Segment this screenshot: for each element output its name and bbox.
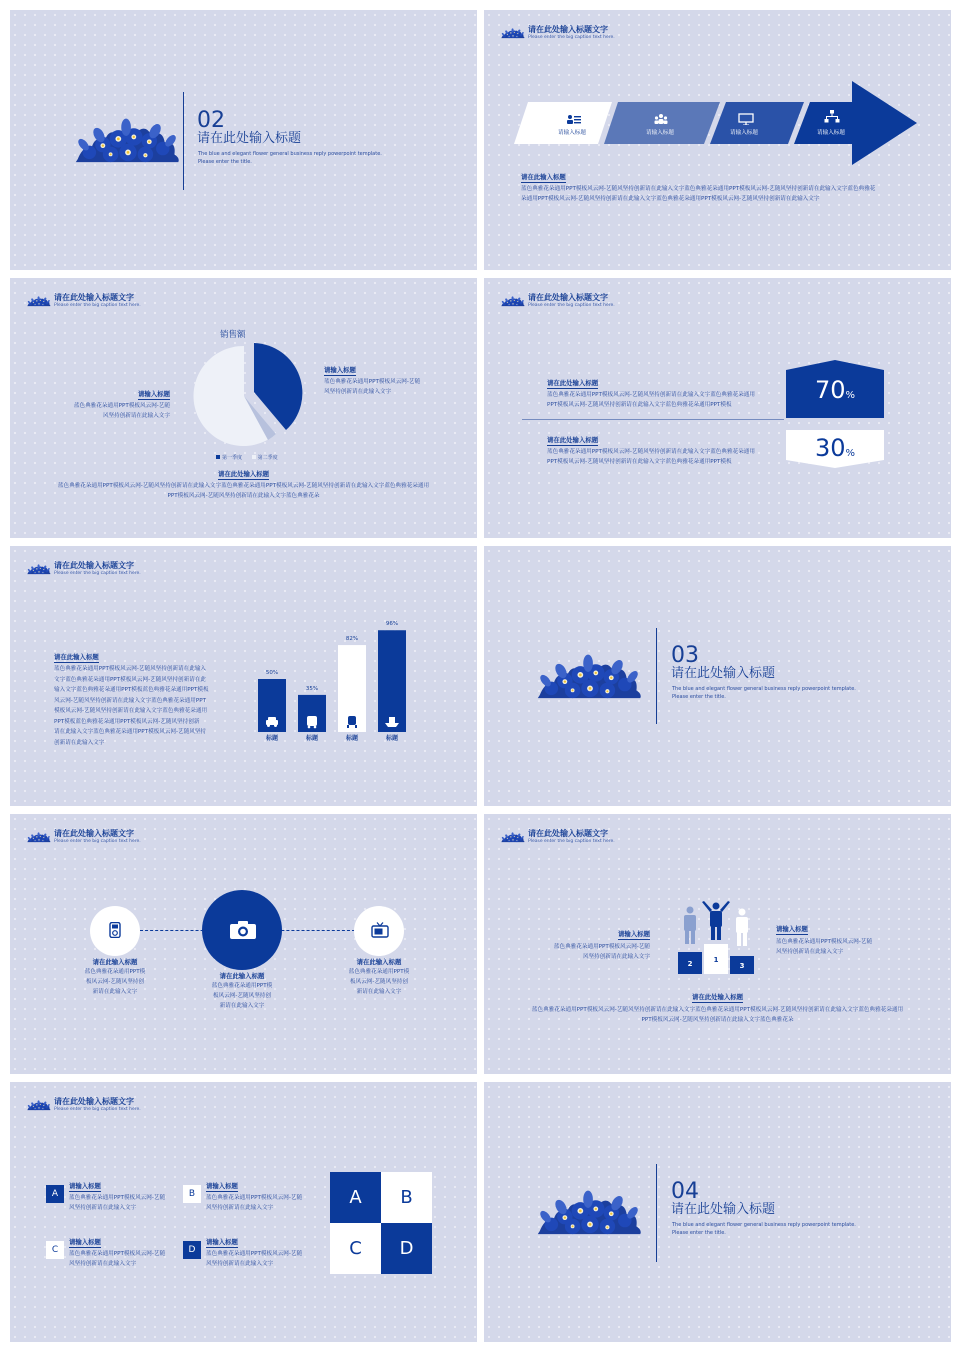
grid-cell-b: B [381,1172,432,1223]
section-subtitle-2: Please enter the title. [672,694,726,700]
item-1-body-2: PPT模板风云网-艺随风坚持创新请在此输入文字蓝色典雅花朵通用PPT模板 [547,402,732,408]
body-line-4: 风云网-艺随风坚持创新请在此输入文字蓝色典雅花朵通用PPT [54,697,207,704]
grid-cell-c: C [330,1223,381,1274]
bar-category-label-4: 标题 [385,735,399,742]
pie-title: 销售额 [220,330,246,340]
item-c-body-2: 风坚持创新请在此输入文字 [69,1261,137,1267]
item-a-body-2: 风坚持创新请在此输入文字 [69,1205,137,1211]
slide-section-04[interactable] [484,1082,951,1342]
percent-30: 30% [814,434,856,462]
step-4-label[interactable]: 请输入标题 [817,130,845,136]
header-subtitle: Please enter the big caption text here. [528,839,615,844]
bottom-body-2: PPT模板风云网-艺随风坚持创新请在此输入文字蓝色典雅花朵 [167,493,320,499]
item-left-line-2: 板风云网-艺随风坚持创 [86,979,144,985]
camera-icon [230,921,256,939]
left-body-2: 风坚持创新请在此输入文字 [102,413,170,419]
item-c-body-1: 蓝色典雅花朵通用PPT模板风云网-艺随 [69,1251,166,1257]
tv-icon [371,922,389,938]
bar-chart-svg [254,612,414,742]
body-line-6: PPT模板蓝色典雅花朵通用PPT模板风云网-艺随风坚持创新 [54,718,200,725]
section-subtitle: The blue and elegant flower general business reply powerpoint template. [672,686,856,692]
bar-category-label-3: 标题 [345,735,359,742]
section-number: 04 [671,1179,699,1204]
section-subtitle-2: Please enter the title. [198,159,252,165]
flower-cluster-icon [532,642,648,700]
item-right-line-3: 新请在此输入文字 [356,989,402,995]
bottom-body-2: PPT模板风云网-艺随风坚持创新请在此输入文字蓝色典雅花朵 [641,1017,794,1023]
bar-2 [298,695,326,732]
legend-label-2: 第二季度 [257,455,278,461]
divider-line-1 [522,419,784,420]
bar-value-label-1: 50% [265,670,279,676]
item-b-heading: 请输入标题 [206,1182,238,1190]
bar-chart [254,612,414,742]
percent-70: 70% [814,376,856,404]
item-2-body-1: 蓝色典雅花朵通用PPT模板风云网-艺随风坚持创新请在此输入文字蓝色典雅花朵通用 [547,449,755,455]
letter-a-badge: A [46,1185,64,1203]
slide-abcd[interactable] [10,1082,477,1342]
legend-swatch-2 [252,455,256,459]
item-left-line-1: 蓝色典雅花朵通用PPT模 [84,969,146,975]
presentation-icon [738,110,754,122]
header-subtitle: Please enter the big caption text here. [54,571,141,576]
section-subtitle-2: Please enter the title. [672,1230,726,1236]
section-subtitle: The blue and elegant flower general business reply powerpoint template. [198,151,382,157]
divider [656,628,657,724]
body-paragraph [54,664,209,748]
bar-category-label-2: 标题 [305,735,319,742]
header-subtitle: Please enter the big caption text here. [54,303,141,308]
left-body-1: 蓝色典雅花朵通用PPT模板风云网-艺随 [73,403,170,409]
item-d-body-1: 蓝色典雅花朵通用PPT模板风云网-艺随 [206,1251,303,1257]
body-heading: 请在此输入标题 [54,653,99,661]
bottom-heading: 请在此处输入标题 [217,470,270,478]
body-text-1: 蓝色典雅花朵通用PPT模板风云网-艺随风坚持创新请在此输入文字蓝色典雅花朵通用PPT模板风云网-艺随风坚持创新请在此输入文字蓝色典雅花 [521,186,876,192]
network-icon [824,109,840,123]
item-b-body-2: 风坚持创新请在此输入文字 [206,1205,274,1211]
podium-2-label: 2 [687,960,693,968]
header-title: 请在此处输入标题文字 [54,1097,134,1106]
header-subtitle: Please enter the big caption text here. [528,303,615,308]
item-center-heading: 请在此输入标题 [219,972,265,980]
item-2-body-2: PPT模板风云网-艺随风坚持创新请在此输入文字蓝色典雅花朵通用PPT模板 [547,459,732,465]
left-body-1: 蓝色典雅花朵通用PPT模板风云网-艺随 [553,944,650,950]
flower-cluster-icon [532,1178,648,1236]
right-body-2: 风坚持创新请在此输入文字 [776,949,844,955]
right-heading: 请输入标题 [776,925,808,933]
item-c-heading: 请输入标题 [69,1238,101,1246]
item-d-body-2: 风坚持创新请在此输入文字 [206,1261,274,1267]
bottom-body-1: 蓝色典雅花朵通用PPT模板风云网-艺随风坚持创新请在此输入文字蓝色典雅花朵通用PPT模板风云网-艺随风坚持创新请在此输入文字蓝色典雅花朵通用 [531,1007,904,1013]
item-a-heading: 请输入标题 [69,1182,101,1190]
item-center-line-2: 板风云网-艺随风坚持创 [213,993,271,999]
header-title: 请在此处输入标题文字 [528,25,608,34]
header-title: 请在此处输入标题文字 [54,293,134,302]
right-body-2: 风坚持创新请在此输入文字 [324,389,392,395]
slide-process-arrow[interactable] [484,10,951,270]
section-number: 02 [197,108,225,133]
slide-percentages[interactable] [484,278,951,538]
section-title: 请在此处输入标题 [671,666,776,681]
person-list-icon [566,111,582,123]
item-left-line-3: 新请在此输入文字 [92,989,138,995]
item-left [65,957,165,997]
body-line-3: 输入文字蓝色典雅花朵通用PPT模板蓝色典雅花朵通用PPT模板 [54,687,209,693]
body-line-8: 创新请在此输入文字 [54,739,105,746]
pie-chart [186,340,310,452]
slide-three-circles[interactable] [10,814,477,1074]
header-title: 请在此处输入标题文字 [528,829,608,838]
flower-cluster-icon [70,106,186,164]
item-center [192,971,292,1011]
podium-1-label: 1 [713,956,719,964]
left-heading: 请输入标题 [618,930,650,938]
item-center-line-1: 蓝色典雅花朵通用PPT模 [211,983,273,989]
body-line-7: 请在此输入文字蓝色典雅花朵通用PPT模板风云网-艺随风坚持 [54,729,207,735]
team-icon [653,110,669,122]
bottom-body-1: 蓝色典雅花朵通用PPT模板风云网-艺随风坚持创新请在此输入文字蓝色典雅花朵通用PPT模板风云网-艺随风坚持创新请在此输入文字蓝色典雅花朵通用 [57,483,430,489]
section-number: 03 [671,643,699,668]
letter-c-badge: C [46,1241,64,1259]
item-a-body-1: 蓝色典雅花朵通用PPT模板风云网-艺随 [69,1195,166,1201]
header-flower-icon [500,292,526,308]
item-right-heading: 请在此输入标题 [356,958,402,966]
legend-swatch-1 [216,455,220,459]
item-d-heading: 请输入标题 [206,1238,238,1246]
header-subtitle: Please enter the big caption text here. [54,839,141,844]
left-body-2: 风坚持创新请在此输入文字 [582,954,650,960]
slide-section-03[interactable] [484,546,951,806]
body-line-1: 蓝色典雅花朵通用PPT模板风云网-艺随风坚持创新请在此输入 [54,666,207,672]
header-flower-icon [26,828,52,844]
bar-4 [378,630,406,732]
header-title: 请在此处输入标题文字 [54,561,134,570]
right-body-1: 蓝色典雅花朵通用PPT模板风云网-艺随 [776,939,873,945]
left-heading: 请输入标题 [138,390,170,398]
header-flower-icon [26,292,52,308]
bottom-heading: 请在此处输入标题 [691,993,744,1001]
grid-cell-d: D [381,1223,432,1274]
bar-value-label-2: 35% [305,685,319,692]
header-flower-icon [26,560,52,576]
letter-d-badge: D [183,1241,201,1259]
slide-podium[interactable] [484,814,951,1074]
step-2-label[interactable]: 请输入标题 [646,130,674,136]
section-title: 请在此处输入标题 [671,1202,776,1217]
podium-3-label: 3 [739,962,745,970]
step-3-label[interactable]: 请输入标题 [730,130,758,136]
body-text-2: 朵通用PPT模板风云网-艺随风坚持创新请在此输入文字蓝色典雅花朵通用PPT模板风云网-艺随风坚持创新请在此输入文字 [521,196,820,202]
header-title: 请在此处输入标题文字 [528,293,608,302]
item-right-line-2: 板风云网-艺随风坚持创 [350,979,408,985]
music-player-icon [109,922,121,938]
item-right [329,957,429,997]
item-center-line-3: 新请在此输入文字 [219,1003,265,1009]
header-flower-icon [500,24,526,40]
item-1-heading: 请在此处输入标题 [547,379,599,387]
bar-value-label-3: 82% [345,636,359,643]
slide-pie-chart[interactable] [10,278,477,538]
item-right-line-1: 蓝色典雅花朵通用PPT模 [348,969,410,975]
body-line-5: 模板风云网-艺随风坚持创新请在此输入文字蓝色典雅花朵通用 [54,708,208,714]
bar-value-label-4: 96% [385,621,399,628]
section-subtitle: The blue and elegant flower general business reply powerpoint template. [672,1222,856,1228]
slide-section-02[interactable] [10,10,477,270]
letter-b-badge: B [183,1185,201,1203]
item-1-body-1: 蓝色典雅花朵通用PPT模板风云网-艺随风坚持创新请在此输入文字蓝色典雅花朵通用 [547,392,755,398]
header-flower-icon [500,828,526,844]
divider [656,1164,657,1262]
grid-cell-a: A [330,1172,381,1223]
slide-bar-chart[interactable] [10,546,477,806]
item-2-heading: 请在此处输入标题 [547,436,599,444]
body-line-2: 文字蓝色典雅花朵通用PPT模板风云网-艺随风坚持创新请在此 [54,676,207,683]
legend-label-1: 第一季度 [222,455,243,461]
header-subtitle: Please enter the big caption text here. [528,35,615,40]
item-left-heading: 请在此输入标题 [92,958,138,966]
item-b-body-1: 蓝色典雅花朵通用PPT模板风云网-艺随 [206,1195,303,1201]
step-1-label[interactable]: 请输入标题 [558,130,586,136]
right-body-1: 蓝色典雅花朵通用PPT模板风云网-艺随 [324,379,421,385]
divider [183,92,184,190]
header-title: 请在此处输入标题文字 [54,829,134,838]
bar-category-label-1: 标题 [265,735,279,742]
body-heading: 请在此输入标题 [521,173,566,181]
right-heading: 请输入标题 [324,366,356,374]
pie-legend [216,453,278,463]
header-subtitle: Please enter the big caption text here. [54,1107,141,1112]
header-flower-icon [26,1096,52,1112]
section-title: 请在此处输入标题 [197,131,302,146]
